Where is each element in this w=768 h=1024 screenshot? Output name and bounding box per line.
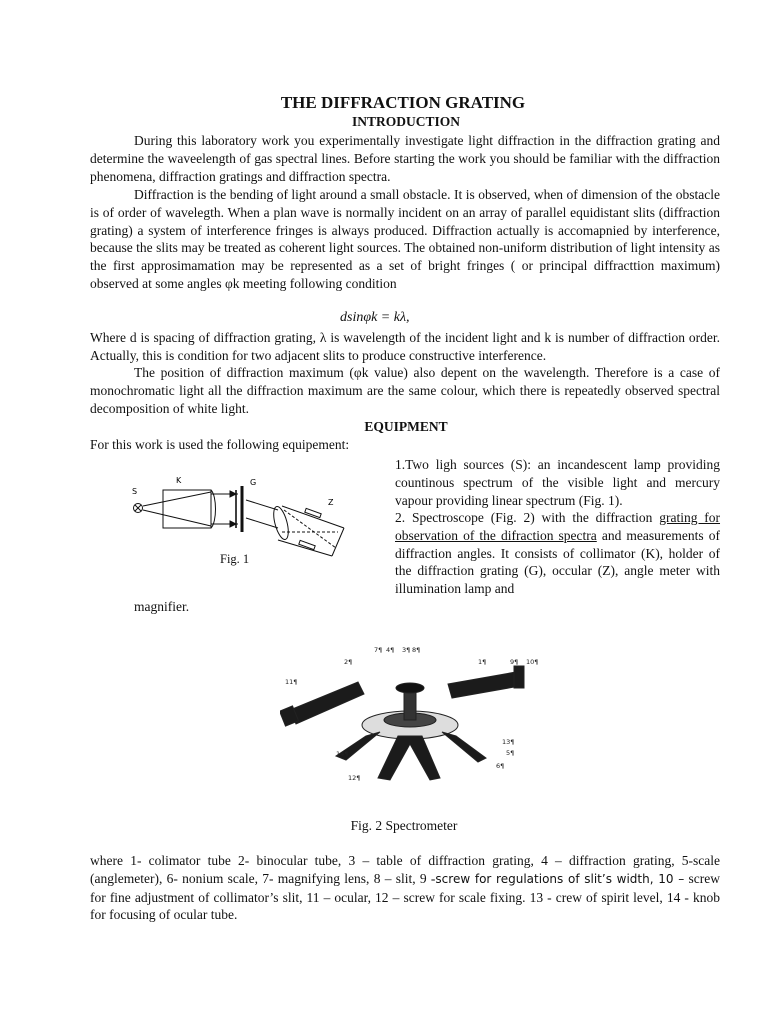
equipment-item-2-text-a: 2. Spectroscope (Fig. 2) with the diffraction [395,510,660,525]
slit-housing [514,666,524,688]
page-title: THE DIFFRACTION GRATING [280,93,526,112]
fig2-label-2: 2¶ [344,658,353,666]
binocular-tube [290,682,364,724]
fig2-label-10: 10¶ [526,658,539,666]
spectrometer-base [378,736,440,780]
equipment-item-2-text-b: and measurements of diffraction angles. It consists of collimator (K), holder of the diffraction grating (G), occular (Z), angle meter with illumination lamp and [395,527,720,597]
fig2-label-8: 8¶ [412,646,421,654]
equipment-item-2 [395,509,720,598]
figure-1-schematic [118,470,358,560]
collimator-tube-shape [448,672,520,698]
telescope-lens [271,505,291,541]
label-k: K [176,476,182,485]
collimator-tube [163,490,211,528]
fig2-label-12: 12¶ [348,774,361,782]
fig2-label-4: 4¶ [386,646,395,654]
figure-1-caption: Fig. 1 [220,552,250,566]
legend-text-mono: screw for regulations of slit’s width, 10 – [435,871,685,886]
label-g: G [250,478,257,487]
intro-paragraph-3: Where d is spacing of diffraction grating, λ is wavelength of the incident light and k is number of diffraction order. Actually, this is condition for two adjacent slits to produce constructive interference. [90,330,720,363]
equipment-heading: EQUIPMENT [364,419,448,434]
fig2-label-9: 9¶ [510,658,519,666]
intro-paragraph-1: During this laboratory work you experimentally investigate light diffraction in the diffraction grating and determine the waveelength of gas spectral lines. Before starting the work you should be familiar with the diffraction phenomena, diffraction gratings and diffraction spectra. [90,133,720,184]
fig2-label-3: 3¶ [402,646,411,654]
fig2-label-14: 14¶ [336,750,349,758]
label-s: S [132,487,138,496]
figure-2-spectrometer [280,640,550,785]
intro-paragraph-4: The position of diffraction maximum (φk value) also depent on the wavelength. Therefore is a case of monochromatic light all the diffraction maximum are the same colour, which there is repeatedly observed spectral decomposition of white light. [90,365,720,416]
fig2-label-7: 7¶ [374,646,383,654]
spectrometer-parts-legend [90,852,720,924]
legend-text-a: where 1- colimator tube 2- binocular tube, 3 – table of diffraction grating, 4 – diffraction grating, 5-scale (anglemeter), 6- nonium scale, 7- magnifying lens, 8 – slit, 9 - [90,853,720,886]
equipment-item-2-underlined: grating for observation of the difraction spectra [395,510,721,543]
introduction-heading: INTRODUCTION [351,114,460,129]
grating-equation: dsinφk = kλ, [340,310,410,325]
fig2-label-11: 11¶ [285,678,298,686]
fig2-label-6: 6¶ [496,762,505,770]
label-z: Z [328,498,334,507]
legend-text-b: screw for fine adjustment of collimator’s slit, 11 – ocular, 12 – screw for scale fixing. 13 - crew of spirit level, 14 - knob for focusing of ocular tube. [90,870,721,923]
fig2-label-1: 1¶ [478,658,487,666]
equipment-item-2-end: magnifier. [134,599,190,614]
fig2-label-13: 13¶ [502,738,515,746]
figure-2-caption: Fig. 2 Spectrometer [350,818,458,833]
fig2-label-5: 5¶ [506,749,515,757]
equipment-item-1: 1.Two ligh sources (S): an incandescent lamp providing countinous spectrum of the visible light and mercury vapour providing linear spectrum (Fig. 1). [395,457,720,508]
equipment-intro: For this work is used the following equipement: [90,437,350,452]
intro-paragraph-2: Diffraction is the bending of light around a small obstacle. It is observed, when of dimension of the obstacle is of order of wavelegth. When a plan wave is normally incident on an array of parallel equidistant slits (diffraction grating) a system of interference fringes is always produced. Diffraction actually is accomapnied by interference, because the slits may be treated as coherent light sources. The obtained non-uniform distribution of light intensity as the first approsimamation may be represented as a set of bright fringes ( or principal diffracttion maximum) observed at some angles φk meeting following condition [90,187,720,291]
